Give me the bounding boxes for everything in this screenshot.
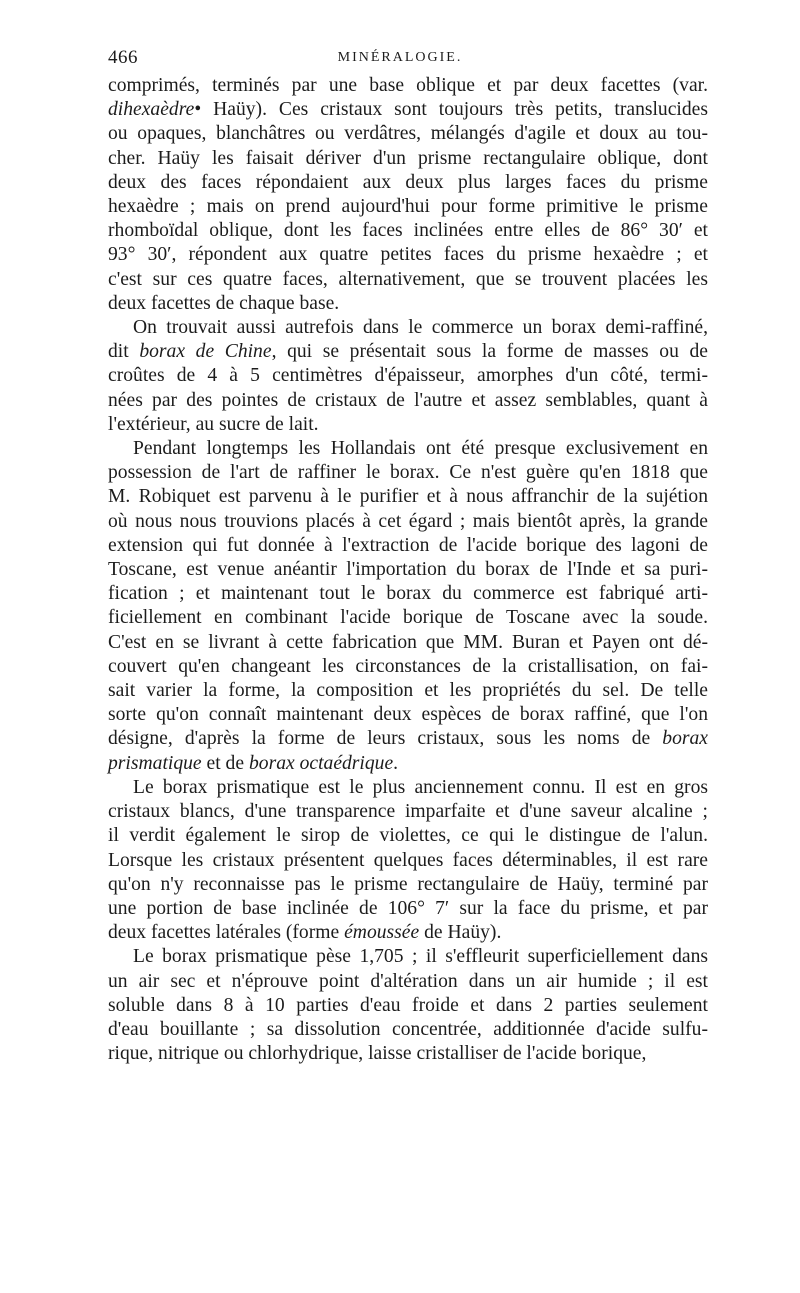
text-line: [108, 679, 708, 703]
text-run: c'est sur ces quatre faces, alternativement, que se trouvent placées les: [108, 268, 708, 290]
page-number: 466: [108, 47, 138, 68]
paragraph: [108, 437, 708, 776]
text-line: [108, 147, 708, 171]
text-line: [108, 582, 708, 606]
paragraph: [108, 776, 708, 945]
text-run: dit: [108, 341, 140, 363]
text-line: [108, 316, 708, 340]
text-line: [108, 752, 708, 776]
text-line: [108, 897, 708, 921]
text-run: On trouvait aussi autrefois dans le commerce un borax demi-raffiné,: [133, 317, 708, 339]
body-text: [108, 74, 708, 1066]
text-run: Toscane, est venue anéantir l'importation du borax de l'Inde et sa puri-: [108, 559, 708, 581]
text-line: [108, 776, 708, 800]
text-run: extension qui fut donnée à l'extraction de l'acide borique des lagoni de: [108, 534, 708, 556]
text-line: [108, 534, 708, 558]
text-line: [108, 122, 708, 146]
text-line: [108, 849, 708, 873]
text-run: .: [393, 752, 399, 774]
text-run: Le borax prismatique pèse 1,705 ; il s'effleurit superficiellement dans: [133, 946, 708, 968]
text-run: et de: [201, 752, 249, 774]
text-line: [108, 1018, 708, 1042]
text-run: • Haüy). Ces cristaux sont toujours très petits, translucides: [194, 99, 708, 121]
running-title: MINÉRALOGIE.: [337, 50, 463, 65]
text-line: [108, 921, 708, 945]
text-line: [108, 340, 708, 364]
text-line: [108, 606, 708, 630]
text-run: cher. Haüy les faisait dériver d'un prisme rectangulaire oblique, dont: [108, 147, 708, 169]
italic-term: dihexaèdre: [108, 99, 195, 121]
text-run: 93° 30′, répondent aux quatre petites faces du prisme hexaèdre ; et: [108, 244, 708, 266]
text-line: [108, 195, 708, 219]
text-line: [108, 873, 708, 897]
text-line: [108, 558, 708, 582]
text-run: sorte qu'on connaît maintenant deux espèces de borax raffiné, que l'on: [108, 704, 708, 726]
italic-term: émoussée: [344, 922, 420, 944]
text-line: [108, 171, 708, 195]
italic-term: prismatique: [108, 752, 202, 774]
text-run: comprimés, terminés par une base oblique et par deux facettes (var.: [108, 75, 708, 96]
italic-term: borax octaédrique: [248, 752, 394, 774]
text-line: [108, 389, 708, 413]
text-run: ou opaques, blanchâtres ou verdâtres, mélangés d'agile et doux au tou-: [108, 123, 708, 145]
text-line: [108, 800, 708, 824]
text-line: [108, 268, 708, 292]
text-run: possession de l'art de raffiner le borax. Ce n'est guère qu'en 1818 que: [108, 462, 708, 484]
text-line: [108, 413, 708, 437]
text-run: Le borax prismatique est le plus anciennement connu. Il est en gros: [133, 776, 708, 798]
paragraph: [108, 316, 708, 437]
text-line: [108, 243, 708, 267]
text-run: ficiellement en combinant l'acide borique de Toscane avec la soude.: [108, 607, 708, 629]
text-run: de Haüy).: [419, 922, 502, 944]
text-run: M. Robiquet est parvenu à le purifier et à nous affranchir de la sujétion: [108, 486, 708, 508]
text-run: cristaux blancs, d'une transparence imparfaite et d'une saveur alcaline ;: [108, 801, 708, 823]
text-run: où nous nous trouvions placés à cet égard ; mais bientôt après, la grande: [108, 510, 708, 532]
text-line: [108, 510, 708, 534]
text-line: [108, 824, 708, 848]
text-run: désigne, d'après la forme de leurs cristaux, sous les noms de: [108, 728, 663, 750]
italic-term: borax de Chine: [139, 341, 272, 363]
text-line: [108, 292, 708, 316]
paragraph: [108, 74, 708, 316]
text-line: [108, 219, 708, 243]
text-run: une portion de base inclinée de 106° 7′ sur la face du prisme, et par: [108, 897, 708, 919]
text-line: [108, 437, 708, 461]
text-line: [108, 364, 708, 388]
text-line: [108, 98, 708, 122]
text-line: [108, 703, 708, 727]
paragraph: [108, 945, 708, 1066]
text-line: [108, 1042, 708, 1066]
text-run: Pendant longtemps les Hollandais ont été presque exclusivement en: [133, 438, 708, 460]
text-run: deux des faces répondaient aux deux plus larges faces du prisme: [108, 171, 708, 193]
text-run: , qui se présentait sous la forme de masses ou de: [271, 341, 709, 363]
text-run: rhomboïdal oblique, dont les faces inclinées entre elles de 86° 30′ et: [108, 220, 708, 242]
text-line: [108, 945, 708, 969]
text-line: [108, 970, 708, 994]
text-line: [108, 485, 708, 509]
text-run: deux facettes latérales (forme: [108, 922, 345, 944]
text-run: nées par des pointes de cristaux de l'autre et assez semblables, quant à: [108, 389, 708, 411]
text-run: deux facettes de chaque base.: [108, 292, 340, 314]
text-line: [108, 727, 708, 751]
text-run: d'eau bouillante ; sa dissolution concentrée, additionnée d'acide sulfu-: [108, 1018, 708, 1040]
text-line: [108, 655, 708, 679]
text-run: C'est en se livrant à cette fabrication que MM. Buran et Payen ont dé-: [108, 631, 708, 653]
text-run: fication ; et maintenant tout le borax du commerce est fabriqué arti-: [108, 583, 708, 605]
text-run: l'extérieur, au sucre de lait.: [108, 413, 319, 435]
text-run: croûtes de 4 à 5 centimètres d'épaisseur, amorphes d'un côté, termi-: [108, 365, 708, 387]
text-run: il verdit également le sirop de violettes, ce qui le distingue de l'alun.: [108, 825, 708, 847]
text-line: [108, 461, 708, 485]
text-run: un air sec et n'éprouve point d'altération dans un air humide ; il est: [108, 970, 708, 992]
text-run: qu'on n'y reconnaisse pas le prisme rectangulaire de Haüy, terminé par: [108, 873, 708, 895]
text-run: sait varier la forme, la composition et les propriétés du sel. De telle: [108, 680, 708, 702]
italic-term: borax: [662, 728, 708, 750]
text-run: soluble dans 8 à 10 parties d'eau froide et dans 2 parties seulement: [108, 994, 708, 1016]
text-run: rique, nitrique ou chlorhydrique, laisse cristalliser de l'acide borique,: [108, 1043, 647, 1065]
text-run: couvert qu'en changeant les circonstances de la cristallisation, on fai-: [108, 655, 708, 677]
text-run: Lorsque les cristaux présentent quelques faces déterminables, il est rare: [108, 849, 708, 871]
text-line: [108, 74, 708, 98]
text-run: hexaèdre ; mais on prend aujourd'hui pour forme primitive le prisme: [108, 196, 708, 218]
text-line: [108, 631, 708, 655]
text-line: [108, 994, 708, 1018]
